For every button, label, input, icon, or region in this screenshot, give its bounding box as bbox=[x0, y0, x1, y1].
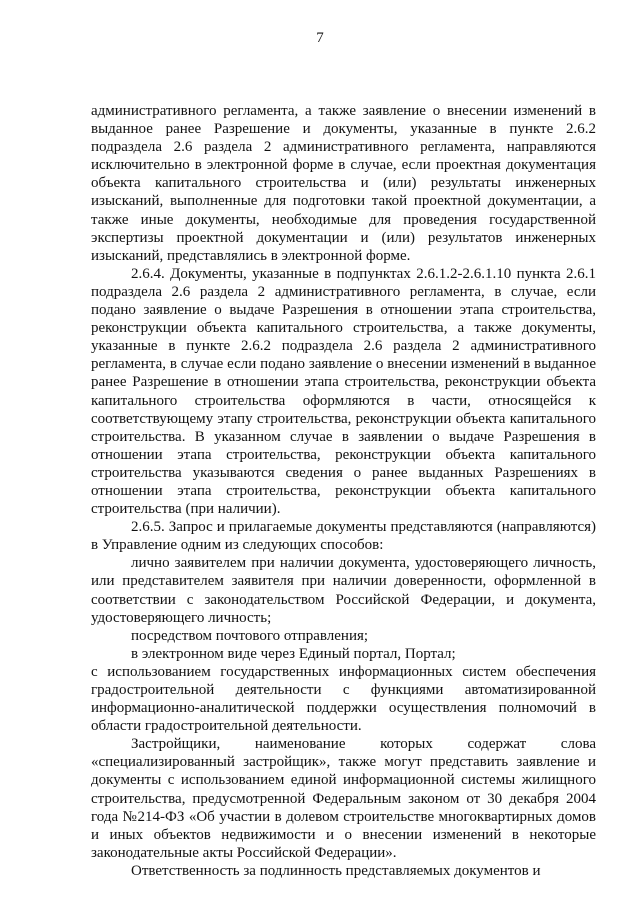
paragraph-responsibility: Ответственность за подлинность представляемых документов и bbox=[131, 862, 541, 879]
list-item-postal: посредством почтового отправления; bbox=[131, 627, 369, 644]
document-body bbox=[91, 102, 596, 880]
page-number: 7 bbox=[316, 30, 324, 46]
paragraph-continuation: административного регламента, а также заявление о внесении изменений в выданное ранее Разрешение и документы, указанные в пункте 2.6.2 подраздела 2.6 раздела 2 административного регламента, направляются исключительно в электронной форме в случае, если проектная документация объекта капитального строительства и (или) результаты инженерных изысканий, выполненные для подготовки такой проектной документации, а также иные документы, необходимые для проведения государственной экспертизы проектной документации и (или) результатов инженерных изысканий, представлялись в электронной форме. bbox=[91, 103, 596, 264]
paragraph-2-6-5: 2.6.5. Запрос и прилагаемые документы представляются (направляются) в Управление одним из следующих способов: bbox=[91, 519, 596, 554]
paragraph-2-6-4: 2.6.4. Документы, указанные в подпунктах 2.6.1.2-2.6.1.10 пункта 2.6.1 подраздела 2.6 раздела 2 административного регламента, в случае, если подано заявление о выдаче Разрешения в отношении этапа строительства, реконструкции объекта капитального строительства, а также документы, указанные в пункте 2.6.2 подраздела 2.6 раздела 2 административного регламента, в случае если подано заявление о внесении изменений в выданное ранее Разрешение в отношении этапа строительства, реконструкции объекта капитального строительства оформляются в части, относящейся к соответствующему этапу строительства, реконструкции объекта капитального строительства. В указанном случае в заявлении о выдаче Разрешения в отношении этапа строительства, реконструкции объекта капитального строительства указываются сведения о ранее выданных Разрешениях в отношении этапа строительства, реконструкции объекта капитального строительства (при наличии). bbox=[91, 265, 596, 518]
paragraph-developers: Застройщики, наименование которых содержат слова «специализированный застройщик», также могут представить заявление и документы с использованием единой информационной системы жилищного строительства, предусмотренной Федеральным законом от 30 декабря 2004 года №214-ФЗ «Об участии в долевом строительстве многоквартирных домов и иных объектов недвижимости и о внесении изменений в некоторые законодательные акты Российской Федерации». bbox=[91, 736, 596, 861]
list-item-electronic: в электронном виде через Единый портал, Портал; bbox=[131, 645, 456, 662]
list-item-info-systems: с использованием государственных информационных систем обеспечения градостроительной деятельности с функциями автоматизированной информационно-аналитической поддержки осуществления полномочий в области градостроительной деятельности. bbox=[91, 663, 596, 735]
list-item-in-person: лично заявителем при наличии документа, удостоверяющего личность, или представителем заявителя при наличии доверенности, оформленной в соответствии с законодательством Российской Федерации, и документа, удостоверяющего личность; bbox=[91, 555, 596, 626]
